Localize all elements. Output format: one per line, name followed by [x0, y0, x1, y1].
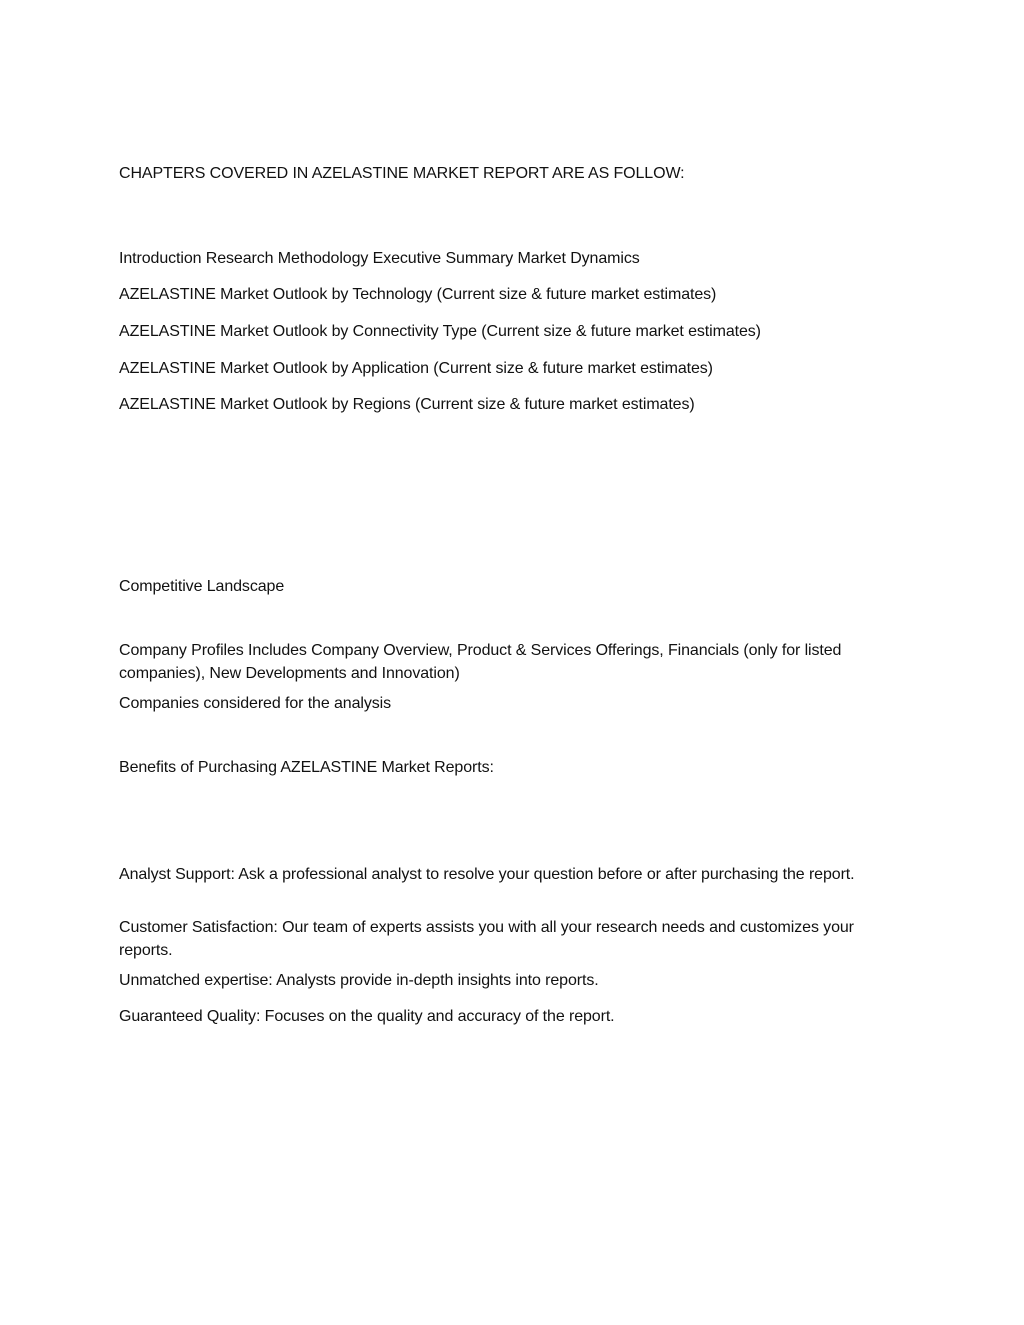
benefit-unmatched-expertise: Unmatched expertise: Analysts provide in-depth insights into reports.: [119, 972, 599, 989]
company-profiles: Company Profiles Includes Company Overview, Product & Services Offerings, Financials (only for listed companies), New Developments and Innovation): [119, 642, 842, 682]
chapters-heading: CHAPTERS COVERED IN AZELASTINE MARKET REPORT ARE AS FOLLOW:: [119, 165, 685, 182]
chapter-item-technology: AZELASTINE Market Outlook by Technology (Current size & future market estimates): [119, 286, 717, 303]
chapter-item-application: AZELASTINE Market Outlook by Application (Current size & future market estimates): [119, 360, 713, 377]
benefits-heading: Benefits of Purchasing AZELASTINE Market Reports:: [119, 759, 494, 776]
competitive-landscape: Competitive Landscape: [119, 578, 285, 595]
chapter-item-introduction: Introduction Research Methodology Executive Summary Market Dynamics: [119, 250, 640, 267]
chapter-item-connectivity: AZELASTINE Market Outlook by Connectivity Type (Current size & future market estimates): [119, 323, 761, 340]
chapter-item-regions: AZELASTINE Market Outlook by Regions (Current size & future market estimates): [119, 396, 695, 413]
companies-considered: Companies considered for the analysis: [119, 695, 392, 712]
benefit-guaranteed-quality: Guaranteed Quality: Focuses on the quality and accuracy of the report.: [119, 1008, 615, 1025]
benefit-analyst-support: Analyst Support: Ask a professional analyst to resolve your question before or after purchasing the report.: [119, 866, 855, 883]
benefit-customer-satisfaction: Customer Satisfaction: Our team of experts assists you with all your research needs and customizes your reports.: [119, 919, 854, 959]
